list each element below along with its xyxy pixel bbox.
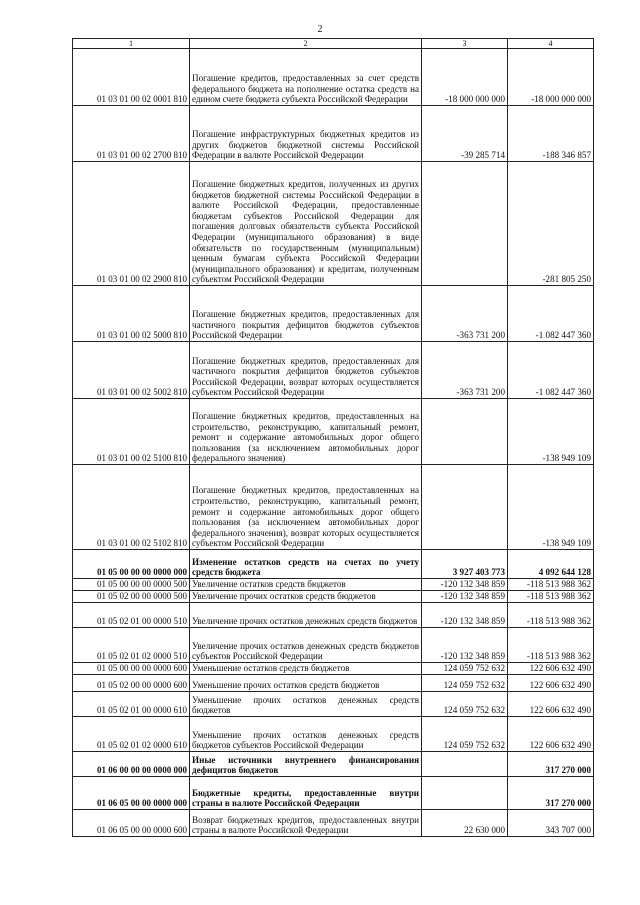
row-description-cell: Погашение бюджетных кредитов, предоставленных для частичного покрытия дефицитов бюджетов субъектов Российской Федерации, возврат которых осуществляется субъектом Российской Федерации <box>190 342 422 399</box>
row-code-cell: 01 06 00 00 00 0000 000 <box>73 752 190 777</box>
row-code-cell: 01 03 01 00 02 5102 810 <box>73 465 190 550</box>
row-value-2-cell: 317 270 000 <box>508 752 594 777</box>
row-value-1-cell: -120 132 348 859 <box>422 628 508 663</box>
row-value-2-cell: -118 513 988 362 <box>508 603 594 628</box>
row-value-1-cell: 124 059 752 632 <box>422 717 508 752</box>
row-value-1-cell: 124 059 752 632 <box>422 675 508 692</box>
row-description-cell: Изменение остатков средств на счетах по учету средств бюджета <box>190 550 422 579</box>
table-row <box>73 777 594 810</box>
table-row <box>73 106 594 162</box>
row-value-1-cell: 22 630 000 <box>422 810 508 837</box>
table-row <box>73 49 594 106</box>
table-row <box>73 286 594 342</box>
row-value-2-cell: -118 513 988 362 <box>508 579 594 591</box>
table-row <box>73 675 594 692</box>
row-code-cell: 01 06 05 00 00 0000 600 <box>73 810 190 837</box>
row-description-cell: Иные источники внутреннего финансирования дефицитов бюджетов <box>190 752 422 777</box>
table-row <box>73 591 594 603</box>
table-row <box>73 810 594 837</box>
row-description-cell: Погашение бюджетных кредитов, предоставленных на строительство, реконструкцию, капитальный ремонт, ремонт и содержание автомобильных дорог общего пользования (за исключением автомобильных дорог федерального значения), возврат которых осуществляется субъектом Российской Федерации <box>190 465 422 550</box>
row-value-2-cell: -1 082 447 360 <box>508 286 594 342</box>
row-value-2-cell: -138 949 109 <box>508 399 594 465</box>
row-code-cell: 01 03 01 00 02 2700 810 <box>73 106 190 162</box>
table-row <box>73 579 594 591</box>
row-value-1-cell <box>422 752 508 777</box>
row-code-cell: 01 03 01 00 02 5000 810 <box>73 286 190 342</box>
row-value-1-cell: -120 132 348 859 <box>422 603 508 628</box>
row-code-cell: 01 03 01 00 02 5100 810 <box>73 399 190 465</box>
row-description-cell: Увеличение прочих остатков средств бюджетов <box>190 591 422 603</box>
row-value-2-cell: 122 606 632 490 <box>508 717 594 752</box>
row-description-cell: Уменьшение остатков средств бюджетов <box>190 663 422 675</box>
row-value-1-cell <box>422 399 508 465</box>
row-value-2-cell: -188 346 857 <box>508 106 594 162</box>
page-number: 2 <box>317 24 323 35</box>
row-value-2-cell: -138 949 109 <box>508 465 594 550</box>
row-description-cell: Погашение бюджетных кредитов, полученных из других бюджетов бюджетной системы Российской Федерации в валюте Российской Федерации, предоставленные бюджетам субъектов Российской Федерации для погашения долговых обязательств субъекта Российской Федерации (муниципального образования) в виде обязательств по государственным (муниципальным) ценным бумагам субъекта Российской Федерации (муниципального образования) и кредитам, полученным субъектом Российской Федерации <box>190 162 422 286</box>
row-description-cell: Уменьшение прочих остатков денежных средств бюджетов субъектов Российской Федерации <box>190 717 422 752</box>
row-value-2-cell: 4 092 644 128 <box>508 550 594 579</box>
table-row <box>73 342 594 399</box>
row-description-cell: Уменьшение прочих остатков денежных средств бюджетов <box>190 692 422 717</box>
table-row <box>73 717 594 752</box>
row-description-cell: Погашение инфраструктурных бюджетных кредитов из других бюджетов бюджетной системы Российской Федерации в валюте Российской Федерации <box>190 106 422 162</box>
row-value-2-cell: -281 805 250 <box>508 162 594 286</box>
row-value-2-cell: -18 000 000 000 <box>508 49 594 106</box>
column-number-cell: 4 <box>508 39 594 49</box>
row-code-cell: 01 05 02 01 00 0000 510 <box>73 603 190 628</box>
row-value-1-cell: -18 000 000 000 <box>422 49 508 106</box>
column-number-cell: 3 <box>422 39 508 49</box>
row-value-2-cell: 122 606 632 490 <box>508 675 594 692</box>
table-row <box>73 465 594 550</box>
row-description-cell: Уменьшение прочих остатков средств бюджетов <box>190 675 422 692</box>
row-value-2-cell: 122 606 632 490 <box>508 663 594 675</box>
row-description-cell: Увеличение прочих остатков денежных средств бюджетов субъектов Российской Федерации <box>190 628 422 663</box>
table-row <box>73 399 594 465</box>
row-description-cell: Увеличение прочих остатков денежных средств бюджетов <box>190 603 422 628</box>
column-number-cell: 2 <box>190 39 422 49</box>
row-value-1-cell <box>422 465 508 550</box>
column-number-cell: 1 <box>73 39 190 49</box>
column-number-row <box>73 39 594 49</box>
table-row <box>73 692 594 717</box>
row-value-1-cell: -120 132 348 859 <box>422 579 508 591</box>
row-value-2-cell: -118 513 988 362 <box>508 628 594 663</box>
row-code-cell: 01 03 01 00 02 0001 810 <box>73 49 190 106</box>
row-description-cell: Увеличение остатков средств бюджетов <box>190 579 422 591</box>
row-code-cell: 01 05 02 00 00 0000 600 <box>73 675 190 692</box>
row-value-1-cell: 3 927 403 773 <box>422 550 508 579</box>
table-row <box>73 550 594 579</box>
row-description-cell: Возврат бюджетных кредитов, предоставленных внутри страны в валюте Российской Федерации <box>190 810 422 837</box>
row-code-cell: 01 06 05 00 00 0000 000 <box>73 777 190 810</box>
row-value-1-cell: 124 059 752 632 <box>422 663 508 675</box>
row-code-cell: 01 05 02 00 00 0000 500 <box>73 591 190 603</box>
row-value-2-cell: -1 082 447 360 <box>508 342 594 399</box>
row-description-cell: Погашение бюджетных кредитов, предоставленных на строительство, реконструкцию, капитальный ремонт, ремонт и содержание автомобильных дорог общего пользования (за исключением автомобильных дорог федерального значения) <box>190 399 422 465</box>
row-value-2-cell: -118 513 988 362 <box>508 591 594 603</box>
row-code-cell: 01 05 02 01 02 0000 610 <box>73 717 190 752</box>
row-value-1-cell: -363 731 200 <box>422 286 508 342</box>
row-value-1-cell: -120 132 348 859 <box>422 591 508 603</box>
table-row <box>73 663 594 675</box>
row-code-cell: 01 05 02 01 02 0000 510 <box>73 628 190 663</box>
row-value-1-cell: -363 731 200 <box>422 342 508 399</box>
table-row <box>73 628 594 663</box>
row-description-cell: Погашение бюджетных кредитов, предоставленных для частичного покрытия дефицитов бюджетов субъектов Российской Федерации <box>190 286 422 342</box>
row-code-cell: 01 05 02 01 00 0000 610 <box>73 692 190 717</box>
table-row <box>73 752 594 777</box>
row-value-2-cell: 122 606 632 490 <box>508 692 594 717</box>
row-value-1-cell <box>422 162 508 286</box>
row-code-cell: 01 03 01 00 02 2900 810 <box>73 162 190 286</box>
table-row <box>73 162 594 286</box>
row-description-cell: Погашение кредитов, предоставленных за счет средств федерального бюджета на пополнение остатка средств на едином счете бюджета субъекта Российской Федерации <box>190 49 422 106</box>
row-description-cell: Бюджетные кредиты, предоставленные внутри страны в валюте Российской Федерации <box>190 777 422 810</box>
row-code-cell: 01 05 00 00 00 0000 600 <box>73 663 190 675</box>
row-value-1-cell <box>422 777 508 810</box>
row-code-cell: 01 03 01 00 02 5002 810 <box>73 342 190 399</box>
sources-financing-table <box>72 38 594 837</box>
table-row <box>73 603 594 628</box>
row-code-cell: 01 05 00 00 00 0000 000 <box>73 550 190 579</box>
row-value-2-cell: 343 707 000 <box>508 810 594 837</box>
row-value-2-cell: 317 270 000 <box>508 777 594 810</box>
row-value-1-cell: -39 285 714 <box>422 106 508 162</box>
row-code-cell: 01 05 00 00 00 0000 500 <box>73 579 190 591</box>
row-value-1-cell: 124 059 752 632 <box>422 692 508 717</box>
